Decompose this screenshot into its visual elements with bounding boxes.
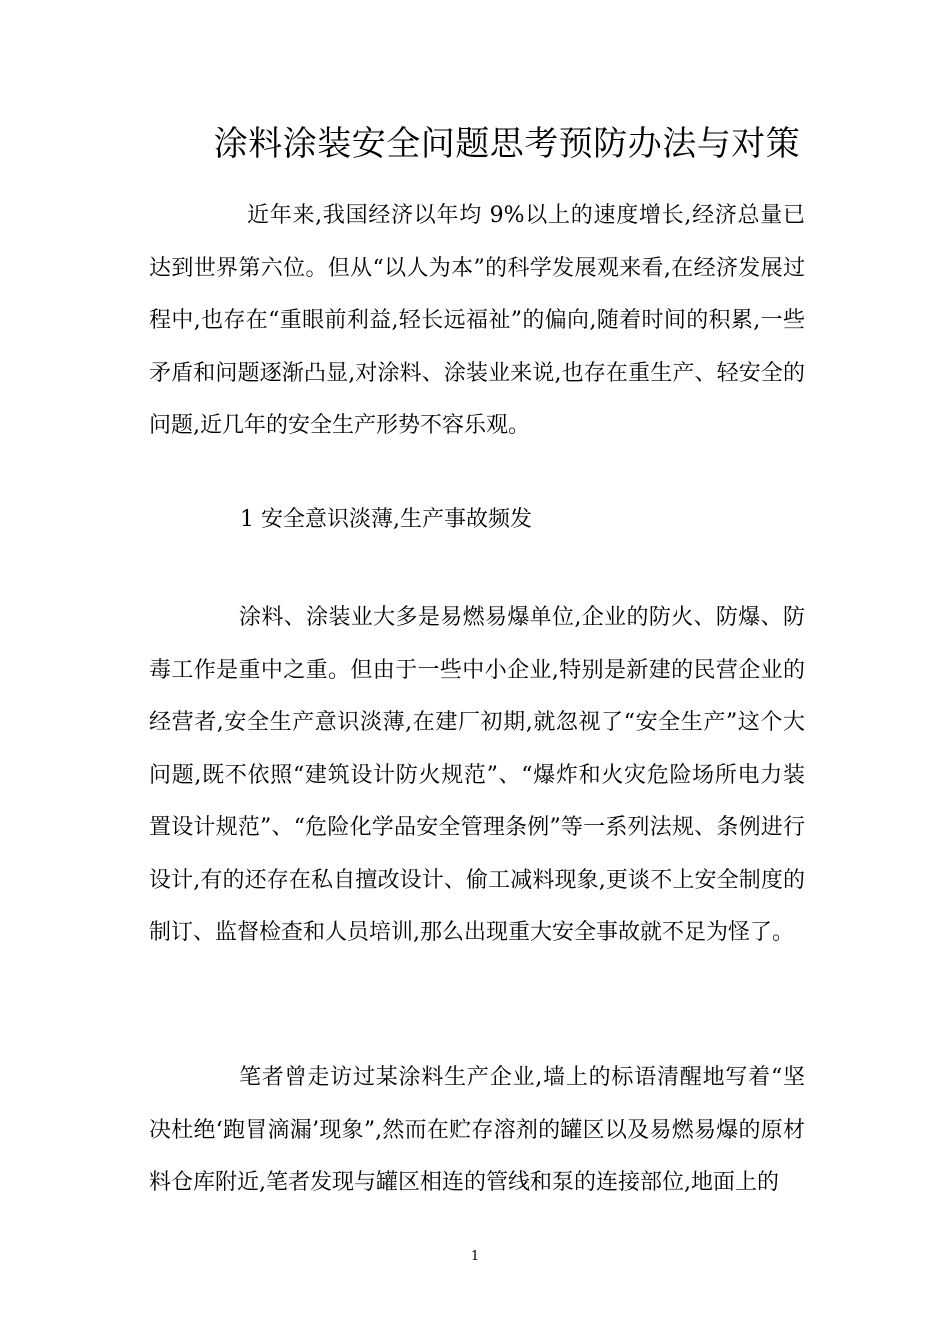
intro-paragraph: 近年来,我国经济以年均 9%以上的速度增长,经济总量已达到世界第六位。但从“以人为本”的科学发展观来看,在经济发展过程中,也存在“重眼前利益,轻长远福祉”的偏向,随着时间的积累,一些矛盾和问题逐渐凸显,对涂料、涂装业来说,也存在重生产、轻安全的问题,近几年的安全生产形势不容乐观。 [149, 203, 805, 438]
document-title: 涂料涂装安全问题思考预防办法与对策 [213, 124, 801, 164]
section-heading: 1 安全意识淡薄,生产事故频发 [240, 507, 532, 532]
body-paragraph: 涂料、涂装业大多是易燃易爆单位,企业的防火、防爆、防毒工作是重中之重。但由于一些中小企业,特别是新建的民营企业的经营者,安全生产意识淡薄,在建厂初期,就忽视了“安全生产”这个大问题,既不依照“建筑设计防火规范”、“爆炸和火灾危险场所电力装置设计规范”、“危险化学品安全管理条例”等一系列法规、条例进行设计,有的还存在私自擅改设计、偷工减料现象,更谈不上安全制度的制订、监督检查和人员培训,那么出现重大安全事故就不足为怪了。 [149, 605, 805, 945]
page-number: 1 [470, 1249, 480, 1264]
body-paragraph: 笔者曾走访过某涂料生产企业,墙上的标语清醒地写着“坚决杜绝‘跑冒滴漏’现象”,然而在贮存溶剂的罐区以及易燃易爆的原材料仓库附近,笔者发现与罐区相连的管线和泵的连接部位,地面上的 [149, 1065, 805, 1195]
